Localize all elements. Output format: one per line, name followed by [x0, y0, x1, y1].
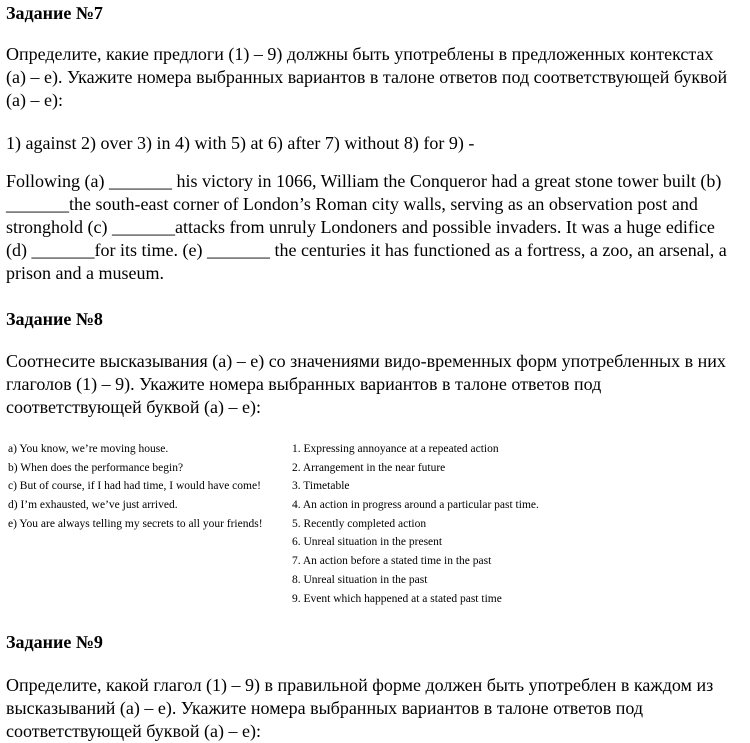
task9-instruction-line: Определите, какой глагол (1) – 9) в правильной форме должен быть употреблен в каждом из	[6, 675, 714, 695]
task8-instruction-line: глаголов (1) – 9). Укажите номера выбранных вариантов в талоне ответов под	[6, 374, 602, 394]
statements-column	[8, 440, 298, 533]
task8-instruction-line: соответствующей буквой (a) – e):	[6, 397, 261, 417]
task8-instruction-line: Соотнесите высказывания (a) – e) со значениями видо-временных форм употребленных в них	[6, 351, 726, 371]
task7-text-line: _______the south-east corner of London’s Roman city walls, serving as an observation post and	[6, 194, 698, 214]
statement-item: c) But of course, if I had had time, I would have come!	[8, 480, 261, 493]
meaning-item: 4. An action in progress around a particular past time.	[292, 499, 539, 512]
meaning-item: 7. An action before a stated time in the past	[292, 555, 492, 568]
task8-instruction	[6, 350, 726, 419]
meaning-item: 3. Timetable	[292, 480, 350, 493]
statement-item: d) I’m exhausted, we’ve just arrived.	[8, 499, 178, 512]
task7-instruction-line: Определите, какие предлоги (1) – 9) должны быть употреблены в предложенных контекстах	[6, 44, 714, 64]
meaning-item: 6. Unreal situation in the present	[292, 536, 443, 549]
meaning-item: 8. Unreal situation in the past	[292, 573, 428, 586]
task7-options: 1) against 2) over 3) in 4) with 5) at 6) after 7) without 8) for 9) -	[6, 133, 475, 153]
task8-heading: Задание №8	[6, 309, 103, 329]
task7-text-line: stronghold (c) _______attacks from unruly Londoners and possible invaders. It was a huge edifice	[6, 217, 715, 237]
meaning-item: 1. Expressing annoyance at a repeated action	[292, 443, 499, 455]
task7-text-line: prison and a museum.	[6, 263, 164, 283]
statement-item: e) You are always telling my secrets to all your friends!	[8, 517, 263, 530]
task7-text-line: Following (a) _______ his victory in 1066, William the Conqueror had a great stone tower built (b)	[6, 171, 722, 191]
task7-heading: Задание №7	[6, 3, 103, 23]
task7-text-line: (d) _______for its time. (e) _______ the centuries it has functioned as a fortress, a zoo, an arsenal, a	[6, 240, 727, 260]
task9-instruction-line: соответствующей буквой (a) – e):	[6, 721, 261, 741]
meaning-item: 9. Event which happened at a stated past time	[292, 592, 502, 605]
task7-text	[6, 170, 727, 285]
statement-item: b) When does the performance begin?	[8, 461, 184, 474]
task9-instruction	[6, 674, 713, 743]
meaning-item: 5. Recently completed action	[292, 517, 427, 530]
meanings-column	[292, 440, 612, 608]
task7-instruction	[6, 43, 727, 112]
meaning-item: 2. Arrangement in the near future	[292, 461, 446, 474]
task7-instruction-line: (a) – e):	[6, 90, 63, 110]
task9-heading: Задание №9	[6, 632, 103, 652]
statement-item: a) You know, we’re moving house.	[8, 443, 169, 455]
task7-instruction-line: (a) – e). Укажите номера выбранных вариантов в талоне ответов под соответствующей буквой	[6, 67, 728, 87]
task9-instruction-line: высказываний (a) – e). Укажите номера выбранных вариантов в талоне ответов под	[6, 698, 644, 718]
